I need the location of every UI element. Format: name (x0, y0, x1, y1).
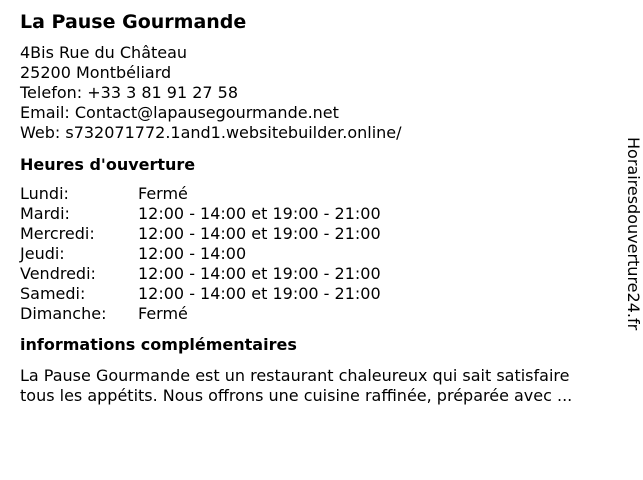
hours-row-wednesday (20, 224, 610, 244)
hours-time: 12:00 - 14:00 et 19:00 - 21:00 (138, 284, 381, 303)
phone-line: Telefon: +33 3 81 91 27 58 (20, 83, 239, 102)
email-line: Email: Contact@lapausegourmande.net (20, 103, 339, 122)
hours-time: 12:00 - 14:00 et 19:00 - 21:00 (138, 264, 381, 283)
hours-day: Lundi: (20, 184, 69, 203)
hours-day: Vendredi: (20, 264, 96, 283)
hours-row-monday (20, 184, 610, 204)
hours-time: Fermé (138, 184, 188, 203)
hours-day: Dimanche: (20, 304, 107, 323)
description-line-1: La Pause Gourmande est un restaurant chaleureux qui sait satisfaire (20, 366, 570, 385)
hours-row-friday (20, 264, 610, 284)
description-line-2: tous les appétits. Nous offrons une cuisine raffinée, préparée avec ... (20, 386, 573, 405)
address-line-2: 25200 Montbéliard (20, 63, 172, 82)
additional-info-heading: informations complémentaires (20, 335, 297, 354)
hours-day: Samedi: (20, 284, 86, 303)
website-line: Web: s732071772.1and1.websitebuilder.online/ (20, 123, 402, 142)
opening-hours-heading: Heures d'ouverture (20, 155, 196, 174)
business-card (20, 11, 610, 406)
hours-time: 12:00 - 14:00 et 19:00 - 21:00 (138, 204, 381, 223)
hours-time: 12:00 - 14:00 et 19:00 - 21:00 (138, 224, 381, 243)
hours-time: Fermé (138, 304, 188, 323)
address-line-1: 4Bis Rue du Château (20, 43, 188, 62)
watermark-text: Horairesdouverture24.fr (624, 137, 643, 331)
hours-time: 12:00 - 14:00 (138, 244, 247, 263)
hours-row-sunday (20, 304, 610, 324)
opening-hours-table (20, 184, 610, 324)
hours-row-tuesday (20, 204, 610, 224)
hours-day: Jeudi: (20, 244, 65, 263)
site-watermark (623, 137, 643, 347)
hours-row-saturday (20, 284, 610, 304)
hours-day: Mercredi: (20, 224, 95, 243)
hours-day: Mardi: (20, 204, 70, 223)
hours-row-thursday (20, 244, 610, 264)
business-name: La Pause Gourmande (20, 11, 247, 33)
